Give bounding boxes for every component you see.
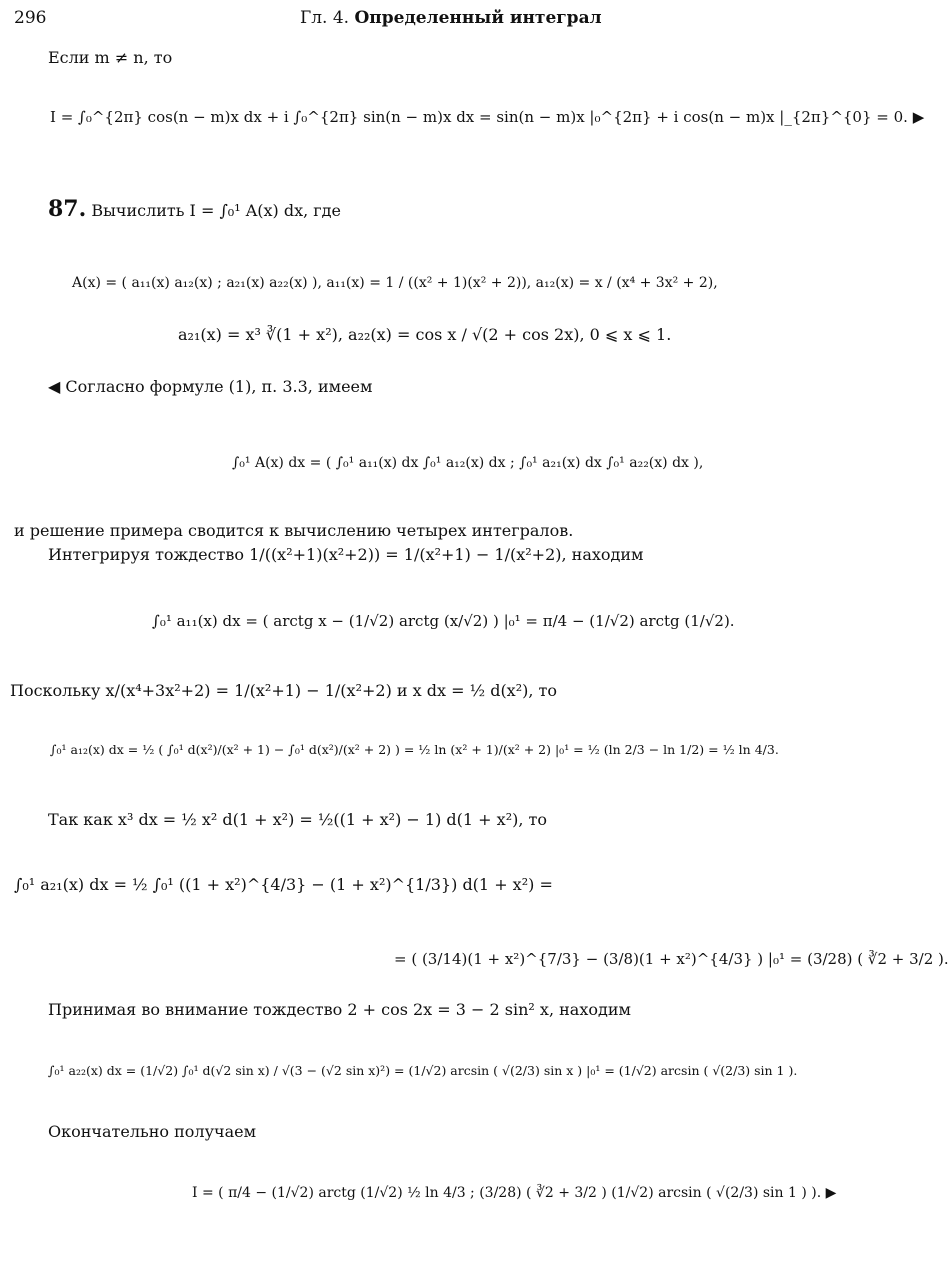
text-line-18: Окончательно получаем (48, 1122, 257, 1141)
equation-line-12: ∫₀¹ a₁₂(x) dx = ½ ( ∫₀¹ d(x²)/(x² + 1) − ∫₀¹ d(x²)/(x² + 2) ) = ½ ln (x² + 1)/(x² + 2) |₀¹ = ½ (ln 2/3 − ln 1/2) = ½ ln 4/3. (50, 742, 779, 757)
text-line-11: Поскольку x/(x⁴+3x²+2) = 1/(x²+1) − 1/(x²+2) и x dx = ½ d(x²), то (10, 681, 558, 700)
equation-line-4: A(x) = ( a₁₁(x) a₁₂(x) ; a₂₁(x) a₂₂(x) ), a₁₁(x) = 1 / ((x² + 1)(x² + 2)), a₁₂(x) = x / (x⁴ + 3x² + 2), (72, 275, 718, 291)
chapter-title: Определенный интеграл (354, 8, 602, 28)
text-line-9: Интегрируя тождество 1/((x²+1)(x²+2)) = 1/(x²+1) − 1/(x²+2), находим (48, 545, 644, 564)
equation-line-19: I = ( π/4 − (1/√2) arctg (1/√2) ½ ln 4/3 ; (3/28) ( ∛2 + 3/2 ) (1/√2) arcsin ( √(2/3) sin 1 ) ). ▶ (192, 1185, 837, 1201)
equation-line-10: ∫₀¹ a₁₁(x) dx = ( arctg x − (1/√2) arctg (x/√2) ) |₀¹ = π/4 − (1/√2) arctg (1/√2). (152, 612, 735, 630)
text-line-16: Принимая во внимание тождество 2 + cos 2x = 3 − 2 sin² x, находим (48, 1000, 631, 1019)
equation-line-2: I = ∫₀^{2π} cos(n − m)x dx + i ∫₀^{2π} sin(n − m)x dx = sin(n − m)x |₀^{2π} + i cos(n − m)x |_{2π}^{0} = 0. ▶ (50, 108, 925, 126)
text-line-8: и решение примера сводится к вычислению четырех интегралов. (14, 521, 574, 540)
text-line-1: Если m ≠ n, то (48, 48, 173, 67)
running-header (300, 8, 602, 28)
equation-line-14: ∫₀¹ a₂₁(x) dx = ½ ∫₀¹ ((1 + x²)^{4/3} − (1 + x²)^{1/3}) d(1 + x²) = (14, 875, 553, 894)
text-line-13: Так как x³ dx = ½ x² d(1 + x²) = ½((1 + x²) − 1) d(1 + x²), то (48, 810, 547, 829)
equation-line-5: a₂₁(x) = x³ ∛(1 + x²), a₂₂(x) = cos x / √(2 + cos 2x), 0 ⩽ x ⩽ 1. (178, 325, 672, 344)
equation-line-17: ∫₀¹ a₂₂(x) dx = (1/√2) ∫₀¹ d(√2 sin x) / √(3 − (√2 sin x)²) = (1/√2) arcsin ( √(2/3) sin x ) |₀¹ = (1/√2) arcsin ( √(2/3) sin 1 ). (48, 1063, 798, 1078)
page-number: 296 (14, 8, 47, 28)
chapter-label: Гл. 4. (300, 8, 350, 28)
equation-line-7: ∫₀¹ A(x) dx = ( ∫₀¹ a₁₁(x) dx ∫₀¹ a₁₂(x) dx ; ∫₀¹ a₂₁(x) dx ∫₀¹ a₂₂(x) dx ), (232, 455, 704, 471)
problem-number: 87. (48, 196, 87, 222)
problem-text: Вычислить I = ∫₀¹ A(x) dx, где (91, 201, 341, 220)
text-line-6: ◀ Согласно формуле (1), п. 3.3, имеем (48, 377, 373, 396)
equation-line-15: = ( (3/14)(1 + x²)^{7/3} − (3/8)(1 + x²)^{4/3} ) |₀¹ = (3/28) ( ∛2 + 3/2 ). (394, 950, 949, 968)
problem-statement (48, 196, 341, 222)
